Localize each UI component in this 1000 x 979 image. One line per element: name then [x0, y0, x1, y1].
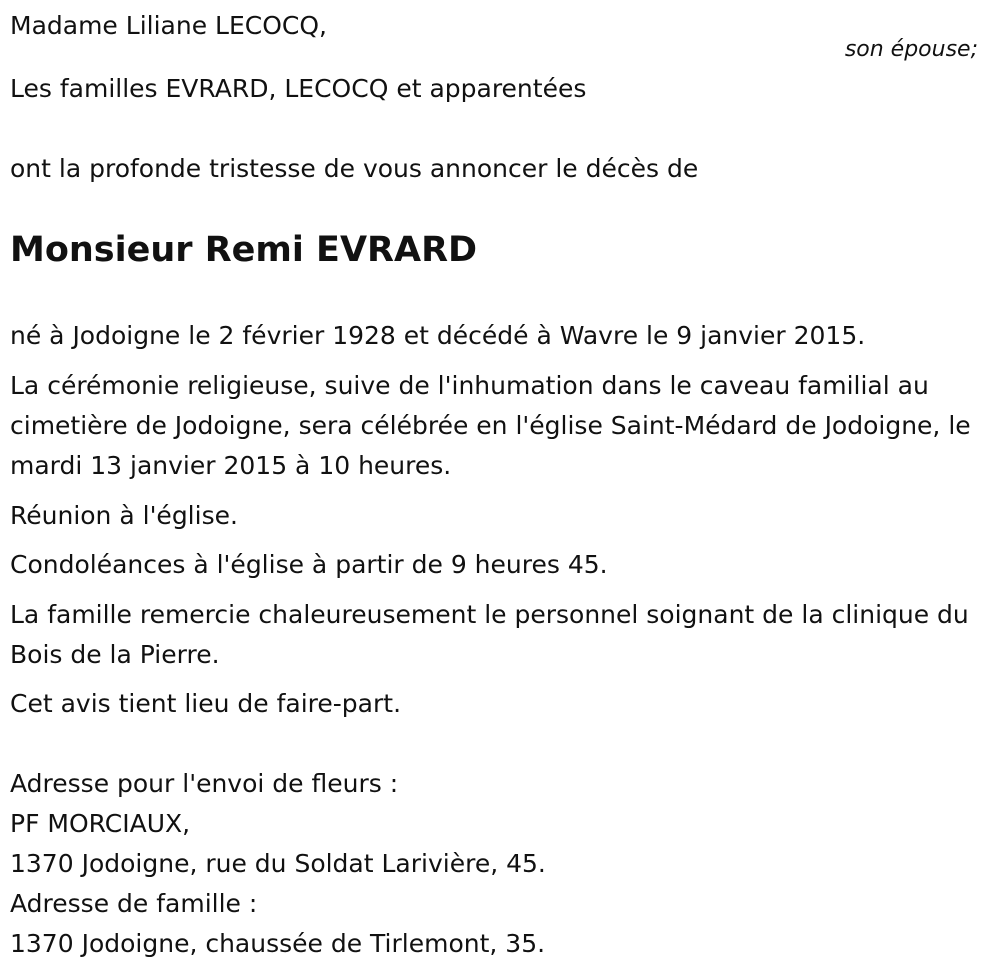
relation-label: son épouse;: [844, 37, 978, 62]
announcer-spouse: Madame Liliane LECOCQ,: [10, 11, 327, 40]
funeral-home-name: PF MORCIAUX,: [10, 809, 191, 838]
thanks-paragraph: La famille remercie chaleureusement le personnel soignant de la clinique du Bois de la Pierre.: [10, 600, 969, 669]
deceased-name: Monsieur Remi EVRARD: [10, 230, 478, 270]
family-address: 1370 Jodoigne, chaussée de Tirlemont, 35.: [10, 929, 546, 958]
notice-paragraph: Cet avis tient lieu de faire-part.: [10, 689, 402, 718]
announcer-families: Les familles EVRARD, LECOCQ et apparentées: [10, 74, 587, 103]
flowers-address-label: Adresse pour l'envoi de fleurs :: [10, 769, 399, 798]
funeral-home-address: 1370 Jodoigne, rue du Soldat Larivière, 45.: [10, 849, 546, 878]
ceremony-paragraph: La cérémonie religieuse, suive de l'inhumation dans le caveau familial au cimetière de Jodoigne, sera célébrée en l'église Saint-Médard de Jodoigne, le mardi 13 janvier 2015 à 10 heures.: [10, 371, 971, 480]
meeting-paragraph: Réunion à l'église.: [10, 501, 238, 530]
birth-death-paragraph: né à Jodoigne le 2 février 1928 et décédé à Wavre le 9 janvier 2015.: [10, 321, 866, 350]
intro-text: ont la profonde tristesse de vous annoncer le décès de: [10, 154, 699, 183]
condolences-paragraph: Condoléances à l'église à partir de 9 heures 45.: [10, 550, 608, 579]
family-address-label: Adresse de famille :: [10, 889, 258, 918]
